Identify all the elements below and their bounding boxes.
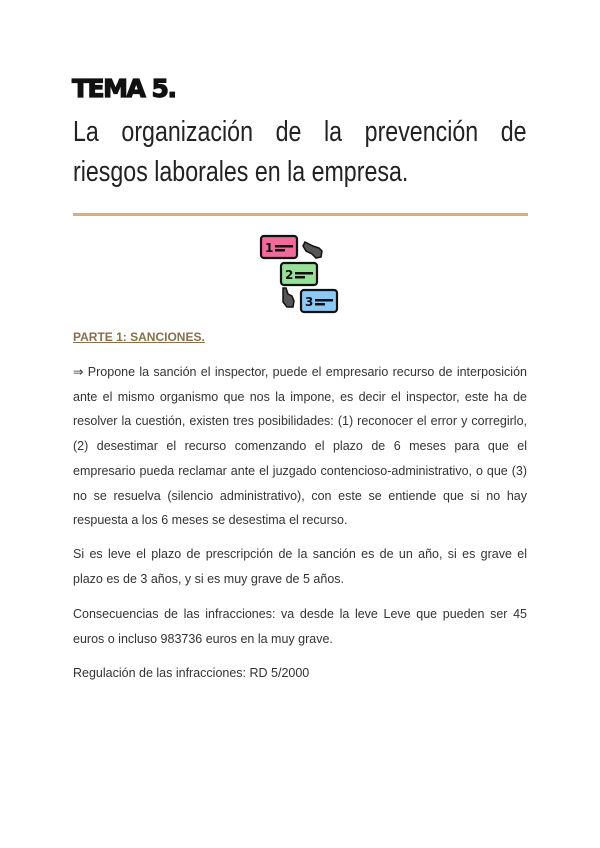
step-3-label: 3 — [305, 295, 314, 309]
step-1-label: 1 — [265, 241, 274, 255]
numbered-steps-icon — [258, 233, 342, 315]
paragraph: Regulación de las infracciones: RD 5/2000 — [73, 666, 310, 680]
paragraph: Consecuencias de las infracciones: va desde la leve Leve que pueden ser 45 euros o incluso 983736 euros en la muy grave. — [73, 607, 527, 646]
document-subtitle: La organización de la prevención de riesgos laborales en la empresa. — [73, 116, 527, 188]
section-heading: PARTE 1: SANCIONES. — [73, 330, 205, 344]
pointer-hand-icon — [283, 288, 294, 307]
step-2-label: 2 — [285, 268, 294, 282]
divider — [73, 213, 528, 216]
topic-number-title: TEMA 5. — [72, 74, 176, 103]
paragraph: Si es leve el plazo de prescripción de la sanción es de un año, si es grave el plazo es de 3 años, y si es muy grave de 5 años. — [73, 547, 527, 586]
paragraph: ⇒ Propone la sanción el inspector, puede el empresario recurso de interposición ante el mismo organismo que nos la impone, es decir el inspector, este ha de resolver la cuestión, existen tres posibilidades: (1) reconocer el error y corregirlo, (2) desestimar el recurso comenzando el plazo de 6 meses para que el empresario pueda reclamar ante el juzgado contencioso-administrativo, o que (3) no se resuelva (silencio administrativo), con este se entiende que si no hay respuesta a los 6 meses se desestima el recurso. — [73, 365, 527, 528]
pointer-hand-icon — [303, 242, 322, 258]
